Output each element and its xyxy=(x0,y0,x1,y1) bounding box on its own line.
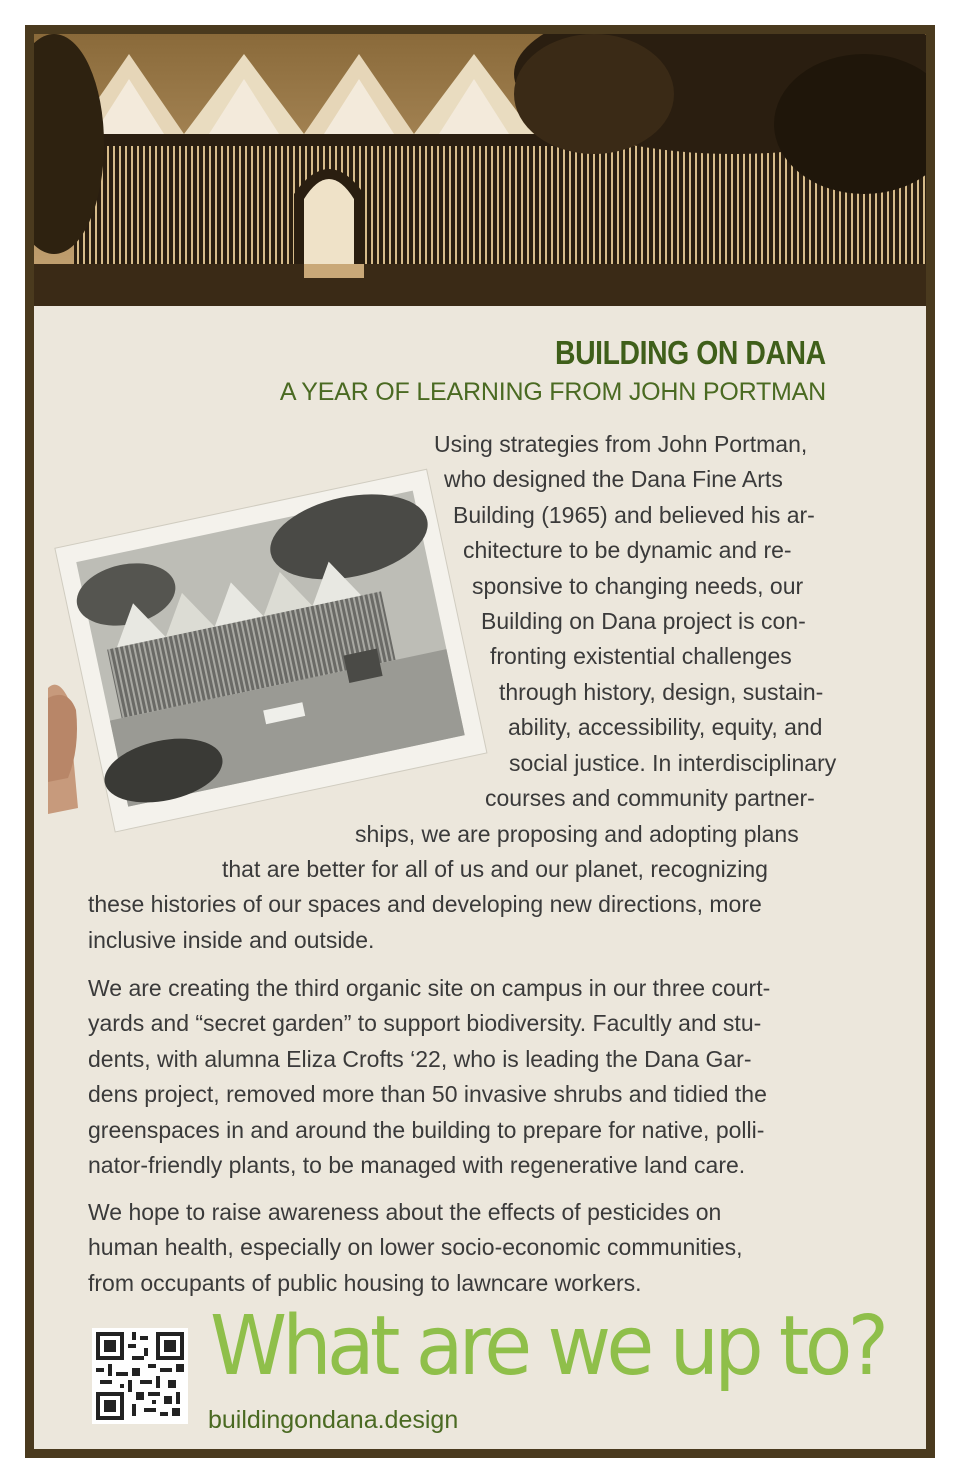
paragraph-pesticides xyxy=(88,1195,908,1301)
paragraph-line: human health, especially on lower socio-economic communities, xyxy=(88,1234,743,1261)
page-title: BUILDING ON DANA xyxy=(555,334,826,371)
hero-building-photo xyxy=(34,34,926,306)
historic-photo xyxy=(48,448,460,814)
intro-line: ability, accessibility, equity, and xyxy=(508,714,823,740)
paragraph-gardens xyxy=(88,971,908,1183)
intro-line: Building on Dana project is con- xyxy=(481,608,806,634)
qr-code-icon[interactable] xyxy=(92,1328,188,1424)
page-subtitle: A YEAR OF LEARNING FROM JOHN PORTMAN xyxy=(279,378,826,406)
intro-line: these histories of our spaces and developing new directions, more xyxy=(88,891,762,917)
paragraph-line: We are creating the third organic site on campus in our three court- xyxy=(88,975,771,1001)
intro-line: Building (1965) and believed his ar- xyxy=(453,502,815,528)
intro-line: fronting existential challenges xyxy=(490,643,792,669)
intro-line: social justice. In interdisciplinary xyxy=(509,750,837,776)
paragraph-line: nator-friendly plants, to be managed with regenerative land care. xyxy=(88,1152,746,1179)
intro-line: ships, we are proposing and adopting plans xyxy=(355,821,799,847)
paragraph-line: dents, with alumna Eliza Crofts ‘22, who is leading the Dana Gar- xyxy=(88,1045,752,1072)
paragraph-line: dens project, removed more than 50 invasive shrubs and tidied the xyxy=(88,1081,767,1108)
paragraph-line: We hope to raise awareness about the effects of pesticides on xyxy=(88,1199,722,1225)
intro-line: sponsive to changing needs, our xyxy=(472,573,804,599)
intro-line: inclusive inside and outside. xyxy=(88,927,375,953)
paragraph-line: greenspaces in and around the building to prepare for native, polli- xyxy=(88,1116,765,1143)
intro-line: courses and community partner- xyxy=(485,785,815,811)
intro-line: that are better for all of us and our planet, recognizing xyxy=(222,856,768,882)
intro-line: who designed the Dana Fine Arts xyxy=(444,466,783,492)
call-to-action: What are we up to? xyxy=(210,1299,885,1394)
poster xyxy=(25,25,935,1458)
website-link[interactable]: buildingondana.design xyxy=(208,1406,459,1434)
intro-line: through history, design, sustain- xyxy=(499,679,824,705)
intro-line: Using strategies from John Portman, xyxy=(434,431,808,457)
paragraph-line: from occupants of public housing to lawncare workers. xyxy=(88,1269,642,1296)
paragraph-line: yards and “secret garden” to support biodiversity. Facultly and stu- xyxy=(88,1010,762,1037)
intro-line: chitecture to be dynamic and re- xyxy=(463,537,792,563)
